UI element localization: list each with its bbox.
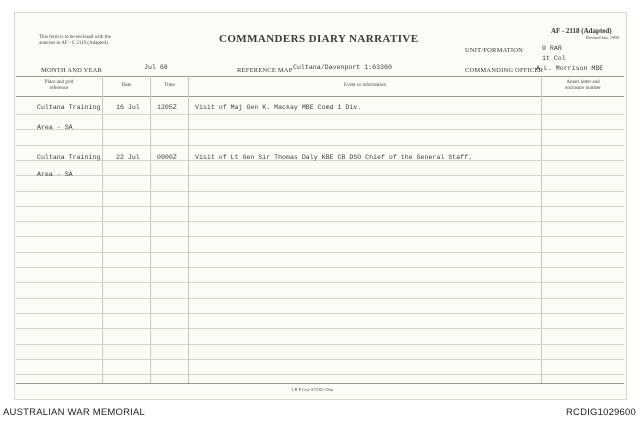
ruled-line: [16, 236, 624, 237]
date-column-divider: [102, 76, 103, 383]
archive-id: RCDIG1029600: [566, 407, 636, 418]
ruled-line: [16, 252, 624, 253]
annex-column-divider: [541, 76, 542, 383]
enclosure-note-line-2: annexes in AF - C 2119 (Adapted).: [39, 41, 109, 46]
unit-formation-value: 9 RAR: [542, 45, 562, 52]
table-bottom-rule: [16, 383, 624, 384]
entry-time: 1205Z: [157, 104, 177, 111]
form-number: AF - 2118 (Adapted): [551, 27, 612, 35]
entry-place: Cultana Training: [37, 104, 101, 111]
diary-form-sheet: [14, 12, 627, 400]
table-top-rule: [16, 76, 624, 77]
entry-place-line-2: Area - SA: [37, 171, 73, 178]
table-header-rule: [16, 96, 624, 97]
ruled-line: [16, 374, 624, 375]
commanding-officer-label: COMMANDING OFFICER: [465, 67, 544, 74]
month-year-label: MONTH AND YEAR: [41, 67, 103, 74]
entry-event: Visit of Maj Gen K. Mackay MBE Comd 1 Div.: [195, 104, 362, 111]
ruled-line: [16, 145, 624, 146]
ruled-line: [16, 313, 624, 314]
place-header-line-2: reference: [49, 86, 69, 91]
reference-map-label: REFERENCE MAP: [237, 67, 293, 74]
ruled-line: [16, 298, 624, 299]
ruled-line: [16, 206, 624, 207]
place-column-header: [16, 80, 102, 92]
archive-credit: AUSTRALIAN WAR MEMORIAL: [3, 407, 146, 418]
time-column-header: Time: [164, 83, 175, 88]
entry-event: Visit of Lt Gen Sir Thomas Daly KBE CB DSO Chief of the General Staff.: [195, 154, 472, 161]
enclosure-note-line-1: This form is to be enclosed with the: [39, 35, 111, 40]
ruled-line: [16, 114, 624, 115]
ruled-line: [16, 129, 624, 130]
entry-time: 0900Z: [157, 154, 177, 161]
annex-column-header: [542, 80, 624, 92]
ruled-line: [16, 175, 624, 176]
annex-header-line-1: Annex letter and: [566, 80, 600, 85]
reference-map-value: Cultana/Davenport 1:63360: [293, 64, 392, 71]
unit-formation-label: UNIT/FORMATION: [465, 47, 524, 54]
entry-place-line-2: Area - SA: [37, 124, 73, 131]
commanding-officer-value: A.L. Morrison MBE: [536, 65, 604, 72]
form-revised-date: Revised Jan, 1968: [586, 35, 619, 40]
place-header-line-1: Place and grid: [44, 80, 74, 85]
date-column-header: Date: [121, 83, 132, 88]
form-title: COMMANDERS DIARY NARRATIVE: [219, 33, 419, 45]
time-column-divider: [150, 76, 151, 383]
event-column-divider: [188, 76, 189, 383]
entry-date: 22 Jul: [116, 154, 140, 161]
entry-date: 16 Jul: [116, 104, 140, 111]
entry-place: Cultana Training: [37, 154, 101, 161]
unit-formation-sub-value: 1t Col: [542, 55, 566, 62]
ruled-line: [16, 267, 624, 268]
print-code: 1 B P Coy-275/65-15m: [291, 387, 333, 392]
ruled-line: [16, 282, 624, 283]
ruled-line: [16, 328, 624, 329]
month-year-value: Jul 68: [144, 64, 168, 71]
ruled-line: [16, 221, 624, 222]
event-column-header: Event or information: [344, 83, 386, 88]
annex-header-line-2: enclosure number: [565, 86, 601, 91]
ruled-line: [16, 191, 624, 192]
ruled-line: [16, 344, 624, 345]
ruled-line: [16, 359, 624, 360]
